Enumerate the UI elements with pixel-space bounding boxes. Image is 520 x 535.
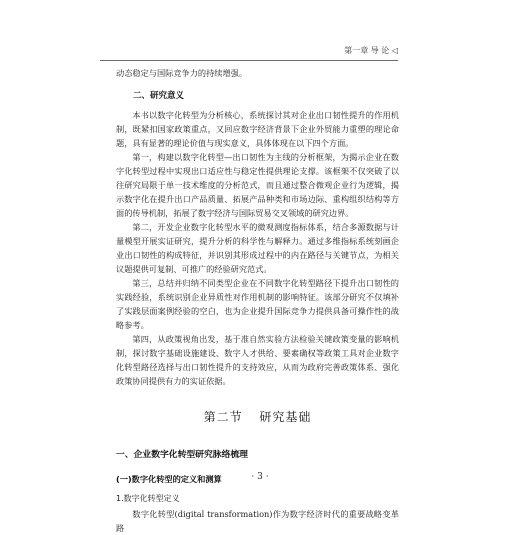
heading-literature-review: 一、企业数字化转型研究脉络梳理 <box>116 450 248 460</box>
main-text <box>116 66 399 535</box>
paragraph-continued: 动态稳定与国际竞争力的持续增强。 <box>116 68 248 78</box>
page-number: · 3 · <box>251 472 269 482</box>
paragraph-significance-intro: 本书以数字化转型为分析核心，系统探讨其对企业出口韧性提升的作用机制，既紧扣国家政策重点，又回应数字经济背景下企业外贸能力重塑的理论命题，具有显著的理论价值与现实意义，具体体现在以下四个方面。 <box>116 110 399 148</box>
running-head <box>100 46 398 61</box>
running-head-text <box>344 46 398 56</box>
section-number: 第二节 <box>203 410 243 424</box>
chapter-label: 第一章 导 论 <box>344 46 390 55</box>
paragraph-significance-4: 第四，从政策视角出发，基于准自然实验方法检验关键政策变量的影响机制，探讨数字基础设施建设、数字人才供给、要素确权等政策工具对企业数字化转型路径选择与出口韧性提升的支持效应，从而为政府完善政策体系、强化政策协同提供有力的实证依据。 <box>116 334 399 386</box>
subsubheading-definition: 1.数字化转型定义 <box>116 494 180 503</box>
paragraph-significance-3: 第三，总结并归纳不同类型企业在不同数字化转型路径下提升出口韧性的实践经验，系统识别企业异质性对作用机制的影响特征。该部分研究不仅填补了实践层面案例经验的空白，也为企业提升国际竞争力提供具备可操作性的战略参考。 <box>116 278 399 330</box>
paragraph-significance-1: 第一，构建以数字化转型—出口韧性为主线的分析框架，为揭示企业在数字化转型过程中实现出口适应性与稳定性提供理论支撑。该框架不仅突破了以往研究局限于单一技术维度的分析范式，而且通过整合微观企业行为逻辑，揭示数字化在提升出口产品质量、拓展产品种类和市场边际、重构组织结构等方面的传导机制，拓展了数字经济与国际贸易交叉领域的研究边界。 <box>116 152 399 218</box>
section-title <box>116 408 399 425</box>
heading-research-significance: 二、研究意义 <box>133 91 185 101</box>
subheading-definition-measurement: (一)数字化转型的定义和测算 <box>116 474 222 484</box>
paragraph-definition: 数字化转型(digital transformation)作为数字经济时代的重要战略变革路 <box>116 509 399 533</box>
arrow-mark-icon: ◁ <box>391 46 398 55</box>
paragraph-significance-2: 第二，开发企业数字化转型水平的微观测度指标体系，结合多源数据与计量模型开展实证研究，提升分析的科学性与解释力。通过多维指标系统刻画企业出口韧性的构成特征，并识别其形成过程中的内在路径与关键节点，为相关议题提供可复制、可推广的经验研究范式。 <box>116 222 399 274</box>
section-name: 研究基础 <box>259 410 312 424</box>
